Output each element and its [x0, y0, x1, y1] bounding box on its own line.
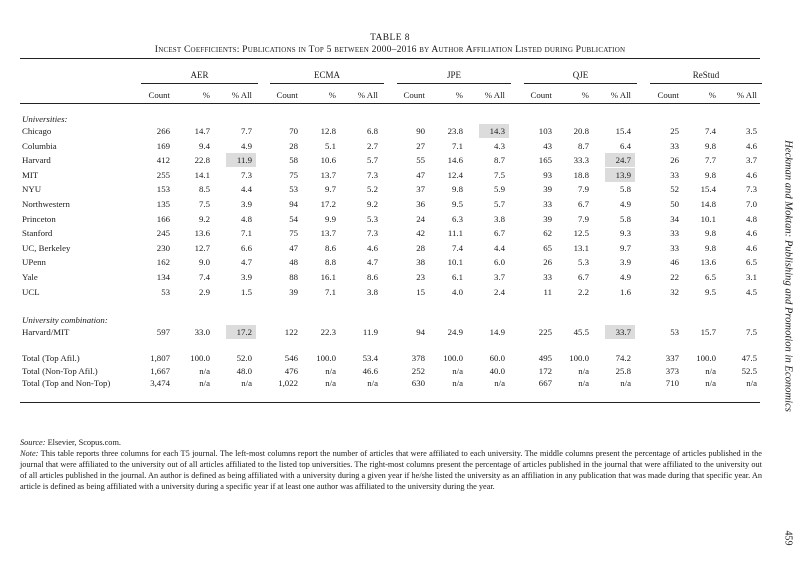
table-cell: 5.7 — [367, 155, 378, 166]
table-cell: 7.3 — [367, 169, 378, 180]
table-cell: 9.4 — [199, 140, 210, 151]
column-header: % — [581, 90, 589, 100]
table-cell: n/a — [325, 365, 336, 376]
journal-header-qje: QJE — [572, 70, 589, 80]
table-cell: 100.0 — [316, 353, 336, 363]
table-cell: 11.9 — [236, 155, 252, 166]
table-cell: 60.0 — [489, 353, 505, 363]
table-cell: 33.7 — [615, 327, 631, 337]
column-header: % All — [736, 90, 757, 100]
table-cell: 22.3 — [320, 327, 336, 337]
table-cell: n/a — [325, 378, 336, 388]
table-cell: 4.0 — [452, 286, 463, 297]
source-label: Source: — [20, 438, 46, 447]
table-cell: 4.7 — [367, 257, 378, 268]
table-cell: 7.1 — [452, 140, 463, 151]
page-number: 459 — [782, 530, 794, 546]
table-cell: n/a — [241, 378, 252, 388]
table-cell: 94 — [289, 199, 298, 209]
table-cell: 378 — [411, 353, 425, 363]
table-cell: 14.6 — [447, 155, 463, 166]
table-cell: 47 — [416, 169, 425, 180]
table-cell: 13.7 — [320, 228, 336, 239]
table-cell: 12.5 — [573, 228, 589, 239]
table-cell: 18.8 — [573, 169, 589, 180]
column-header: Count — [657, 90, 679, 100]
table-cell: 37 — [416, 184, 425, 195]
table-cell: 546 — [284, 353, 298, 363]
table-cell: 597 — [156, 327, 170, 337]
table-cell: 9.8 — [705, 140, 716, 151]
table-cell: 3.5 — [746, 126, 757, 136]
table-cell: 50 — [670, 199, 679, 209]
table-cell: 9.8 — [705, 228, 716, 239]
table-cell: 7.3 — [746, 184, 757, 195]
table-cell: 3.7 — [746, 155, 757, 166]
table-cell: 1,022 — [278, 378, 298, 388]
table-cell: 13.6 — [700, 257, 716, 268]
table-cell: 172 — [538, 365, 552, 376]
table-cell: 6.5 — [746, 257, 757, 268]
table-cell: 2.7 — [367, 140, 378, 151]
table-cell: 252 — [411, 365, 425, 376]
table-cell: 38 — [416, 257, 425, 268]
column-header: Count — [148, 90, 170, 100]
table-cell: 5.8 — [620, 213, 631, 224]
table-cell: 6.4 — [620, 140, 631, 151]
table-cell: 8.6 — [367, 272, 378, 282]
column-header: % All — [357, 90, 378, 100]
table-cell: 495 — [538, 353, 552, 363]
section-label-combination: University combination: — [22, 315, 108, 325]
table-cell: 9.0 — [199, 257, 210, 268]
table-cell: 33 — [670, 169, 679, 180]
table-cell: 53 — [289, 184, 298, 195]
table-cell: 135 — [156, 199, 170, 209]
table-cell: n/a — [705, 365, 716, 376]
table-cell: 20.8 — [573, 126, 589, 136]
table-cell: 16.1 — [320, 272, 336, 282]
column-header: % All — [484, 90, 505, 100]
journal-underline — [650, 83, 762, 84]
table-cell: 11.9 — [362, 327, 378, 337]
table-cell: 4.6 — [746, 140, 757, 151]
column-header: % All — [610, 90, 631, 100]
table-cell: 12.4 — [447, 169, 463, 180]
table-cell: 9.8 — [452, 184, 463, 195]
row-3-label: MIT — [22, 169, 39, 180]
table-notes — [20, 437, 762, 492]
column-header: % — [202, 90, 210, 100]
table-cell: 11 — [543, 286, 552, 297]
column-header: % — [455, 90, 463, 100]
table-cell: 6.8 — [367, 126, 378, 136]
table-cell: 4.9 — [620, 199, 631, 209]
table-cell: 47 — [289, 242, 298, 253]
table-cell: 8.7 — [578, 140, 589, 151]
table-cell: 28 — [416, 242, 425, 253]
table-cell: 6.7 — [494, 228, 505, 239]
table-cell: 14.9 — [489, 327, 505, 337]
table-cell: 33 — [543, 199, 552, 209]
table-cell: 8.7 — [494, 155, 505, 166]
table-cell: 230 — [156, 242, 170, 253]
running-head: Heckman and Moktan: Publishing and Promotion in Economics — [782, 140, 794, 412]
table-cell: 8.6 — [325, 242, 336, 253]
table-cell: 48.0 — [236, 365, 252, 376]
table-cell: 17.2 — [320, 199, 336, 209]
table-cell: n/a — [705, 378, 716, 388]
table-cell: 266 — [156, 126, 170, 136]
table-cell: 14.8 — [700, 199, 716, 209]
table-cell: 6.7 — [578, 272, 589, 282]
table-cell: 169 — [156, 140, 170, 151]
table-cell: 33.0 — [194, 327, 210, 337]
table-cell: 14.7 — [194, 126, 210, 136]
table-cell: 40.0 — [489, 365, 505, 376]
table-cell: 15.4 — [615, 126, 631, 136]
table-cell: 13.7 — [320, 169, 336, 180]
table-cell: 54 — [289, 213, 298, 224]
table-cell: 7.4 — [705, 126, 716, 136]
table-cell: 45.5 — [573, 327, 589, 337]
table-cell: 23 — [416, 272, 425, 282]
column-header: % All — [231, 90, 252, 100]
table-number: TABLE 8 — [370, 33, 410, 43]
table-cell: n/a — [199, 365, 210, 376]
table-cell: 4.9 — [620, 272, 631, 282]
table-cell: 166 — [156, 213, 170, 224]
table-cell: 7.1 — [241, 228, 252, 239]
note-paragraph — [20, 448, 762, 492]
row-8-label: UC, Berkeley — [22, 242, 71, 253]
table-cell: 25.8 — [615, 365, 631, 376]
row-1-label: Columbia — [22, 140, 57, 151]
table-cell: 53 — [670, 327, 679, 337]
table-cell: n/a — [746, 378, 757, 388]
table-cell: 42 — [416, 228, 425, 239]
table-cell: 26 — [543, 257, 552, 268]
table-cell: 12.8 — [320, 126, 336, 136]
table-cell: 27 — [416, 140, 425, 151]
column-header: Count — [530, 90, 552, 100]
table-cell: 33 — [670, 242, 679, 253]
table-cell: 630 — [411, 378, 425, 388]
column-header: % — [328, 90, 336, 100]
source-text: Elsevier, Scopus.com. — [47, 438, 121, 447]
table-cell: 47.5 — [741, 353, 757, 363]
row-4-label: NYU — [22, 184, 42, 195]
table-cell: 9.2 — [199, 213, 210, 224]
table-cell: 15 — [416, 286, 425, 297]
table-cell: 74.2 — [615, 353, 631, 363]
table-cell: 22.8 — [194, 155, 210, 166]
table-cell: 7.7 — [705, 155, 716, 166]
journal-header-jpe: JPE — [446, 70, 461, 80]
table-cell: 1,807 — [150, 353, 170, 363]
table-cell: 3.9 — [620, 257, 631, 268]
note-text: This table reports three columns for each T5 journal. The left-most columns report the number of articles that were affiliated to each university. The middle columns present the percentage of articles published in the journal that were affiliated to the university out of all articles affiliated to the listed top universities. The right-most columns present the percentage of articles published in the journal that were affiliated to the university out of all articles published in the journal. An author is defined as being affiliated with a university during a given year if he/she listed the university as an affiliation in any publication that was made during that specific year. An article is defined as being affiliated with a university during a specific year if at least one author was affiliated to the university during the year. — [20, 449, 762, 491]
section-label-universities: Universities: — [22, 114, 68, 124]
table-cell: 4.4 — [494, 242, 505, 253]
table-cell: 122 — [284, 327, 298, 337]
table-cell: 15.7 — [700, 327, 716, 337]
row-7-label: Stanford — [22, 228, 53, 239]
table-cell: 9.7 — [620, 242, 631, 253]
table-cell: 9.2 — [367, 199, 378, 209]
table-cell: 88 — [289, 272, 298, 282]
table-cell: 90 — [416, 126, 425, 136]
table-cell: 412 — [156, 155, 170, 166]
table-cell: 100.0 — [569, 353, 589, 363]
table-cell: n/a — [199, 378, 210, 388]
table-cell: 255 — [156, 169, 170, 180]
table-cell: 34 — [670, 213, 679, 224]
table-cell: 153 — [156, 184, 170, 195]
total-row-0-label: Total (Top Afil.) — [22, 353, 80, 363]
table-cell: 5.3 — [578, 257, 589, 268]
table-cell: 5.3 — [367, 213, 378, 224]
table-cell: 162 — [156, 257, 170, 268]
table-cell: 3.8 — [367, 286, 378, 297]
table-cell: 9.9 — [325, 213, 336, 224]
table-cell: 6.0 — [494, 257, 505, 268]
table-cell: 4.8 — [746, 213, 757, 224]
top-rule — [20, 58, 760, 59]
table-cell: 39 — [543, 213, 552, 224]
table-cell: 33 — [670, 140, 679, 151]
table-cell: 33.3 — [573, 155, 589, 166]
table-cell: 100.0 — [696, 353, 716, 363]
journal-header-aer: AER — [190, 70, 209, 80]
table-cell: 6.7 — [578, 199, 589, 209]
table-cell: n/a — [494, 378, 505, 388]
table-cell: 4.3 — [494, 140, 505, 151]
table-cell: n/a — [452, 365, 463, 376]
table-cell: 24.7 — [615, 155, 631, 166]
table-cell: 7.1 — [325, 286, 336, 297]
table-cell: 7.3 — [367, 228, 378, 239]
table-cell: 4.7 — [241, 257, 252, 268]
table-cell: 3.8 — [494, 213, 505, 224]
combo-row-0-label: Harvard/MIT — [22, 327, 70, 337]
table-cell: 15.4 — [700, 184, 716, 195]
table-cell: 100.0 — [190, 353, 210, 363]
table-cell: 4.6 — [746, 169, 757, 180]
table-cell: 3.9 — [241, 272, 252, 282]
table-cell: 33 — [670, 228, 679, 239]
table-cell: 5.2 — [367, 184, 378, 195]
table-cell: 1.6 — [620, 286, 631, 297]
table-cell: 5.7 — [494, 199, 505, 209]
column-header: Count — [276, 90, 298, 100]
table-cell: n/a — [452, 378, 463, 388]
table-cell: 52.0 — [236, 353, 252, 363]
table-cell: 11.1 — [447, 228, 463, 239]
note-label: Note: — [20, 449, 39, 458]
table-cell: 103 — [538, 126, 552, 136]
journal-underline — [524, 83, 637, 84]
table-cell: 7.0 — [746, 199, 757, 209]
table-cell: 9.3 — [620, 228, 631, 239]
table-cell: 4.8 — [241, 213, 252, 224]
table-cell: 39 — [543, 184, 552, 195]
table-cell: n/a — [578, 365, 589, 376]
table-cell: 4.6 — [746, 228, 757, 239]
table-cell: 53.4 — [362, 353, 378, 363]
journal-header-restud: ReStud — [692, 70, 720, 80]
table-cell: 1.5 — [241, 286, 252, 297]
table-cell: 28 — [289, 140, 298, 151]
table-cell: 23.8 — [447, 126, 463, 136]
table-cell: 52 — [670, 184, 679, 195]
table-cell: 25 — [670, 126, 679, 136]
row-5-label: Northwestern — [22, 199, 70, 209]
table-cell: 9.5 — [705, 286, 716, 297]
table-cell: n/a — [578, 378, 589, 388]
table-cell: 2.4 — [494, 286, 505, 297]
table-cell: 13.9 — [615, 169, 631, 180]
table-cell: 710 — [665, 378, 679, 388]
table-cell: 4.4 — [241, 184, 252, 195]
table-cell: 3.9 — [241, 199, 252, 209]
table-cell: 75 — [289, 169, 298, 180]
table-cell: 7.3 — [241, 169, 252, 180]
table-cell: 100.0 — [443, 353, 463, 363]
table-cell: 75 — [289, 228, 298, 239]
total-row-2-label: Total (Top and Non-Top) — [22, 378, 111, 388]
row-9-label: UPenn — [22, 257, 46, 268]
table-cell: 9.7 — [325, 184, 336, 195]
table-cell: 17.2 — [236, 327, 252, 337]
table-cell: 3.1 — [746, 272, 757, 282]
table-cell: 24.9 — [447, 327, 463, 337]
table-cell: n/a — [367, 378, 378, 388]
bottom-rule — [20, 402, 760, 403]
table-cell: 8.8 — [325, 257, 336, 268]
table-cell: 14.3 — [489, 126, 505, 136]
table-cell: 6.1 — [452, 272, 463, 282]
table-cell: 4.6 — [367, 242, 378, 253]
table-cell: 13.1 — [573, 242, 589, 253]
table-cell: 10.6 — [320, 155, 336, 166]
table-cell: 53 — [161, 286, 170, 297]
row-0-label: Chicago — [22, 126, 52, 136]
table-cell: 13.6 — [194, 228, 210, 239]
table-cell: 667 — [538, 378, 552, 388]
table-cell: 165 — [538, 155, 552, 166]
table-cell: 7.5 — [746, 327, 757, 337]
table-cell: 62 — [543, 228, 552, 239]
table-cell: 4.9 — [241, 140, 252, 151]
table-cell: 8.5 — [199, 184, 210, 195]
table-cell: 10.1 — [447, 257, 463, 268]
table-cell: 36 — [416, 199, 425, 209]
table-cell: 5.8 — [620, 184, 631, 195]
table-cell: 55 — [416, 155, 425, 166]
journal-underline — [270, 83, 384, 84]
table-cell: 7.4 — [199, 272, 210, 282]
journal-underline — [397, 83, 511, 84]
table-cell: 94 — [416, 327, 425, 337]
table-cell: 225 — [538, 327, 552, 337]
table-cell: 337 — [665, 353, 679, 363]
table-cell: 24 — [416, 213, 425, 224]
journal-header-ecma: ECMA — [313, 70, 340, 80]
table-cell: 6.3 — [452, 213, 463, 224]
table-cell: 93 — [543, 169, 552, 180]
table-cell: 43 — [543, 140, 552, 151]
table-cell: 12.7 — [194, 242, 210, 253]
table-cell: 46.6 — [362, 365, 378, 376]
table-cell: 476 — [284, 365, 298, 376]
table-cell: 26 — [670, 155, 679, 166]
table-cell: 52.5 — [741, 365, 757, 376]
table-cell: 70 — [289, 126, 298, 136]
total-row-1-label: Total (Non-Top Afil.) — [22, 365, 98, 376]
table-cell: 65 — [543, 242, 552, 253]
table-cell: 7.7 — [241, 126, 252, 136]
row-6-label: Princeton — [22, 213, 56, 224]
journal-underline — [141, 83, 258, 84]
table-cell: 9.8 — [705, 242, 716, 253]
table-cell: 7.5 — [494, 169, 505, 180]
table-cell: 7.9 — [578, 184, 589, 195]
table-cell: 39 — [289, 286, 298, 297]
row-2-label: Harvard — [22, 155, 51, 166]
header-rule — [20, 103, 760, 104]
table-cell: 2.2 — [578, 286, 589, 297]
table-cell: 245 — [156, 228, 170, 239]
table-cell: 32 — [670, 286, 679, 297]
table-cell: 48 — [289, 257, 298, 268]
source-line — [20, 437, 762, 448]
table-cell: 7.4 — [452, 242, 463, 253]
table-cell: 1,667 — [150, 365, 170, 376]
table-caption: Incest Coefficients: Publications in Top 5 between 2000–2016 by Author Affiliation Listed during Publication — [154, 44, 626, 55]
table-cell: 5.1 — [325, 140, 336, 151]
table-cell: 3,474 — [150, 378, 170, 388]
row-11-label: UCL — [22, 286, 40, 297]
row-10-label: Yale — [22, 272, 38, 282]
table-cell: 10.1 — [700, 213, 716, 224]
table-cell: 14.1 — [194, 169, 210, 180]
table-cell: 4.5 — [746, 286, 757, 297]
table-cell: 58 — [289, 155, 298, 166]
table-cell: 9.5 — [452, 199, 463, 209]
column-header: % — [708, 90, 716, 100]
table-cell: 9.8 — [705, 169, 716, 180]
table-cell: 6.6 — [241, 242, 252, 253]
column-header: Count — [403, 90, 425, 100]
table-cell: 373 — [665, 365, 679, 376]
table-cell: 7.5 — [199, 199, 210, 209]
table-cell: 4.6 — [746, 242, 757, 253]
table-cell: 3.7 — [494, 272, 505, 282]
table-cell: 22 — [670, 272, 679, 282]
table-cell: 134 — [156, 272, 170, 282]
table-cell: n/a — [620, 378, 631, 388]
table-cell: 2.9 — [199, 286, 210, 297]
table-cell: 5.9 — [494, 184, 505, 195]
table-cell: 46 — [670, 257, 679, 268]
table-cell: 7.9 — [578, 213, 589, 224]
table-cell: 6.5 — [705, 272, 716, 282]
table-cell: 33 — [543, 272, 552, 282]
